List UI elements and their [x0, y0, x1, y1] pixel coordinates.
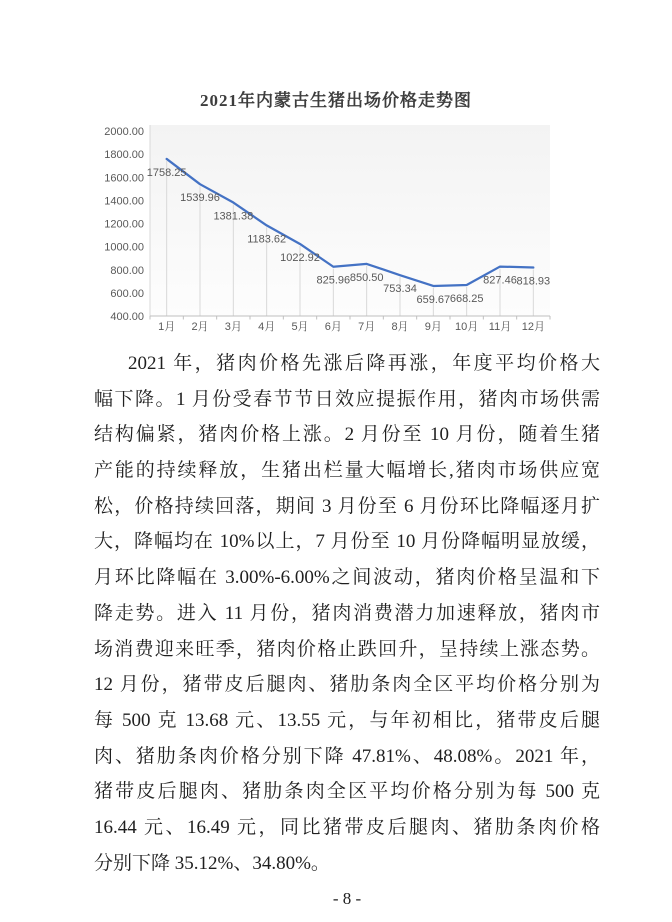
- body-text-line: 2021 年，猪肉价格先涨后降再涨，年度平均价格大: [128, 353, 600, 374]
- svg-text:825.96: 825.96: [316, 274, 351, 287]
- svg-text:6月: 6月: [324, 321, 342, 333]
- svg-text:1000.00: 1000.00: [104, 241, 144, 254]
- svg-text:400.00: 400.00: [110, 311, 144, 323]
- svg-text:800.00: 800.00: [110, 264, 144, 277]
- svg-text:668.25: 668.25: [449, 292, 484, 305]
- svg-text:1400.00: 1400.00: [104, 195, 144, 208]
- svg-text:9月: 9月: [424, 321, 442, 333]
- body-text-line: 结构偏紧，猪肉价格上涨。2 月份至 10 月份，随着生猪: [94, 424, 600, 446]
- body-text-line: 肉、猪肋条肉价格分别下降 47.81%、48.08%。2021 年，: [94, 745, 600, 767]
- body-text-line: 降走势。进入 11 月份，猪肉消费潜力加速释放，猪肉市: [94, 602, 600, 624]
- body-text-line: 松，价格持续回落，期间 3 月份至 6 月份环比降幅逐月扩: [94, 495, 600, 517]
- body-text-line: 产能的持续释放，生猪出栏量大幅增长,猪肉市场供应宽: [94, 460, 600, 482]
- svg-text:1200.00: 1200.00: [104, 218, 144, 231]
- svg-text:10月: 10月: [455, 321, 479, 333]
- svg-text:3月: 3月: [224, 321, 242, 333]
- body-text-line: 每 500 克 13.68 元、13.55 元，与年初相比，猪带皮后腿: [94, 709, 600, 731]
- svg-text:600.00: 600.00: [110, 287, 144, 300]
- svg-text:1183.62: 1183.62: [247, 233, 287, 246]
- svg-text:2月: 2月: [191, 321, 209, 333]
- x-axis-labels: [158, 320, 545, 333]
- svg-text:1600.00: 1600.00: [104, 172, 144, 185]
- svg-text:7月: 7月: [358, 321, 376, 333]
- body-text-line: 月环比降幅在 3.00%-6.00%之间波动，猪肉价格呈温和下: [94, 567, 600, 589]
- svg-text:4月: 4月: [258, 321, 276, 333]
- svg-text:1758.25: 1758.25: [146, 166, 187, 179]
- svg-text:12月: 12月: [521, 321, 545, 333]
- body-paragraph: [94, 346, 600, 881]
- svg-text:827.46: 827.46: [483, 274, 517, 287]
- svg-text:850.50: 850.50: [349, 271, 384, 284]
- svg-text:1022.92: 1022.92: [280, 251, 320, 264]
- svg-text:2000.00: 2000.00: [104, 126, 144, 138]
- body-text-line: 12 月份，猪带皮后腿肉、猪肋条肉全区平均价格分别为: [94, 674, 600, 696]
- x-axis-ticks: [150, 316, 550, 320]
- svg-text:5月: 5月: [291, 321, 309, 333]
- price-trend-line-chart: [0, 0, 672, 345]
- svg-text:1800.00: 1800.00: [104, 149, 144, 162]
- svg-text:1381.38: 1381.38: [213, 210, 254, 223]
- body-text-line: 猪带皮后腿肉、猪肋条肉全区平均价格分别为每 500 克: [94, 781, 600, 803]
- svg-text:659.67: 659.67: [416, 293, 451, 306]
- body-text-line: 16.44 元、16.49 元，同比猪带皮后腿肉、猪肋条肉价格: [94, 816, 600, 838]
- svg-text:11月: 11月: [488, 321, 512, 333]
- chart-title: 2021年内蒙古生猪出场价格走势图: [200, 91, 472, 110]
- body-text-line: 幅下降。1 月份受春节节日效应提振作用，猪肉市场供需: [94, 388, 600, 410]
- page-number: - 8 -: [332, 889, 362, 908]
- svg-text:1月: 1月: [158, 321, 176, 333]
- svg-text:8月: 8月: [391, 321, 409, 333]
- body-text-line: 大，降幅均在 10%以上，7 月份至 10 月份降幅明显放缓，: [94, 531, 600, 553]
- svg-text:753.34: 753.34: [383, 283, 417, 296]
- body-text-line: 分别下降 35.12%、34.80%。: [94, 852, 330, 874]
- y-axis-labels: [104, 126, 144, 323]
- plot-area: [150, 125, 550, 316]
- body-text-line: 场消费迎来旺季，猪肉价格止跌回升，呈持续上涨态势。: [94, 638, 600, 660]
- svg-text:818.93: 818.93: [516, 275, 551, 288]
- svg-text:1539.96: 1539.96: [180, 192, 220, 205]
